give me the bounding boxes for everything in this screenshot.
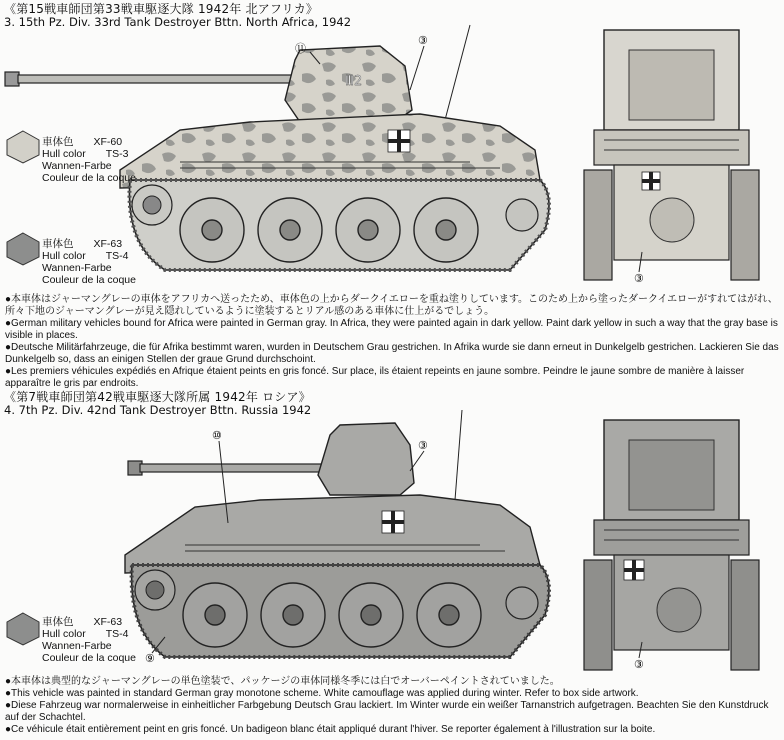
swatch2-labels: 車体色 XF-63 Hull color TS-4 Wannen-Farbe Couleur de la coque [42, 238, 136, 286]
callout-9: ⑨ [145, 653, 155, 665]
section2-title-jp: 《第7戦車師団第42戦車駆逐大隊所属 1942年 ロシア》 [4, 390, 311, 404]
callout-3a: ③ [418, 35, 428, 47]
callout-3b: ③ [634, 273, 644, 285]
swatch1-labels: 車体色 XF-60 Hull color TS-3 Wannen-Farbe Couleur de la coque [42, 136, 136, 184]
callout-3d: ③ [634, 659, 644, 671]
note-fr: ●Les premiers véhicules expédiés en Afrique étaient peints en gris foncé. Sur place, ils étaient repeints en jaune sombre. Peindre le jaune sombre de manière à laisser apparaître le gris par endroits. [5, 366, 745, 389]
gun-barrel [128, 461, 340, 475]
swatch2 [6, 232, 40, 266]
swatch1 [6, 130, 40, 164]
gun-shield [318, 423, 414, 495]
section2-title-en: 4. 7th Pz. Div. 42nd Tank Destroyer Bttn. Russia 1942 [4, 403, 312, 417]
idler-wheel [506, 587, 538, 619]
tank1-rear-view [584, 20, 759, 290]
section1-notes [5, 294, 781, 390]
note-de: ●Deutsche Militärfahrzeuge, die für Afrika bestimmt waren, wurden in Deutschem Grau gestrichen. In Afrika wurde sie dann erneut in Dunkelgelb gestrichen. Lackieren Sie das Dunkelgelb so, dass an einigen Stellen der graue Grund durchschoint. [5, 342, 779, 365]
swatch3 [6, 612, 40, 646]
hull-tag: Ⅲ2 [345, 74, 363, 89]
balkenkreuz [382, 511, 404, 533]
tank2-rear-view [584, 410, 759, 675]
hull [120, 114, 540, 188]
idler-wheel [506, 199, 538, 231]
section1-title-en: 3. 15th Pz. Div. 33rd Tank Destroyer Bttn. North Africa, 1942 [4, 15, 352, 29]
callout-3c: ③ [418, 440, 428, 452]
note2-jp: ●本車体は典型的なジャーマングレーの単色塗装で、パッケージの車体同様冬季には白でオーバーペイントされていました。 [5, 676, 560, 687]
rear-balkenkreuz [642, 172, 660, 190]
callout-11: ⑪ [295, 43, 306, 55]
section2-notes [5, 676, 781, 736]
balkenkreuz [388, 130, 410, 152]
antenna [445, 25, 470, 120]
callout-10: ⑩ [212, 430, 222, 442]
note2-en: ●This vehicle was painted in standard German gray monotone scheme. White camouflage was applied during winter. Refer to box side artwork. [5, 688, 639, 699]
note2-de: ●Diese Fahrzeug war normalerweise in einheitlicher Farbgebung Deutsch Grau lackiert. Im Winter wurde ein weißer Tarnanstrich aufgetragen. Beachten Sie den Kunstdruck auf der Schachtel. [5, 700, 769, 723]
note-en: ●German military vehicles bound for Africa were painted in German gray. In Africa, they were painted again in dark yellow. Paint dark yellow in such a way that the gray base is visible in places. [5, 318, 778, 341]
antenna [455, 410, 462, 500]
gun-barrel [5, 72, 293, 86]
section1-title-jp: 《第15戦車師団第33戦車駆逐大隊 1942年 北アフリカ》 [4, 2, 319, 16]
note2-fr: ●Ce véhicule était entièrement peint en gris foncé. Un badigeon blanc était appliqué durant l'hiver. Se reporter également à l'illustration sur la boite. [5, 724, 656, 735]
rear-balkenkreuz [624, 560, 644, 580]
hull [125, 495, 540, 573]
note-jp: ●本車体はジャーマングレーの車体をアフリカへ送ったため、車体色の上からダークイエローを重ね塗りしています。このため上から塗ったダークイエローがすれてはがれ、所々下地のジャーマングレーが見え隠れしているように塗装するとリアル感のある車体に仕上がるでしょう。 [5, 294, 778, 317]
swatch3-labels: 車体色 XF-63 Hull color TS-4 Wannen-Farbe Couleur de la coque [42, 616, 136, 664]
